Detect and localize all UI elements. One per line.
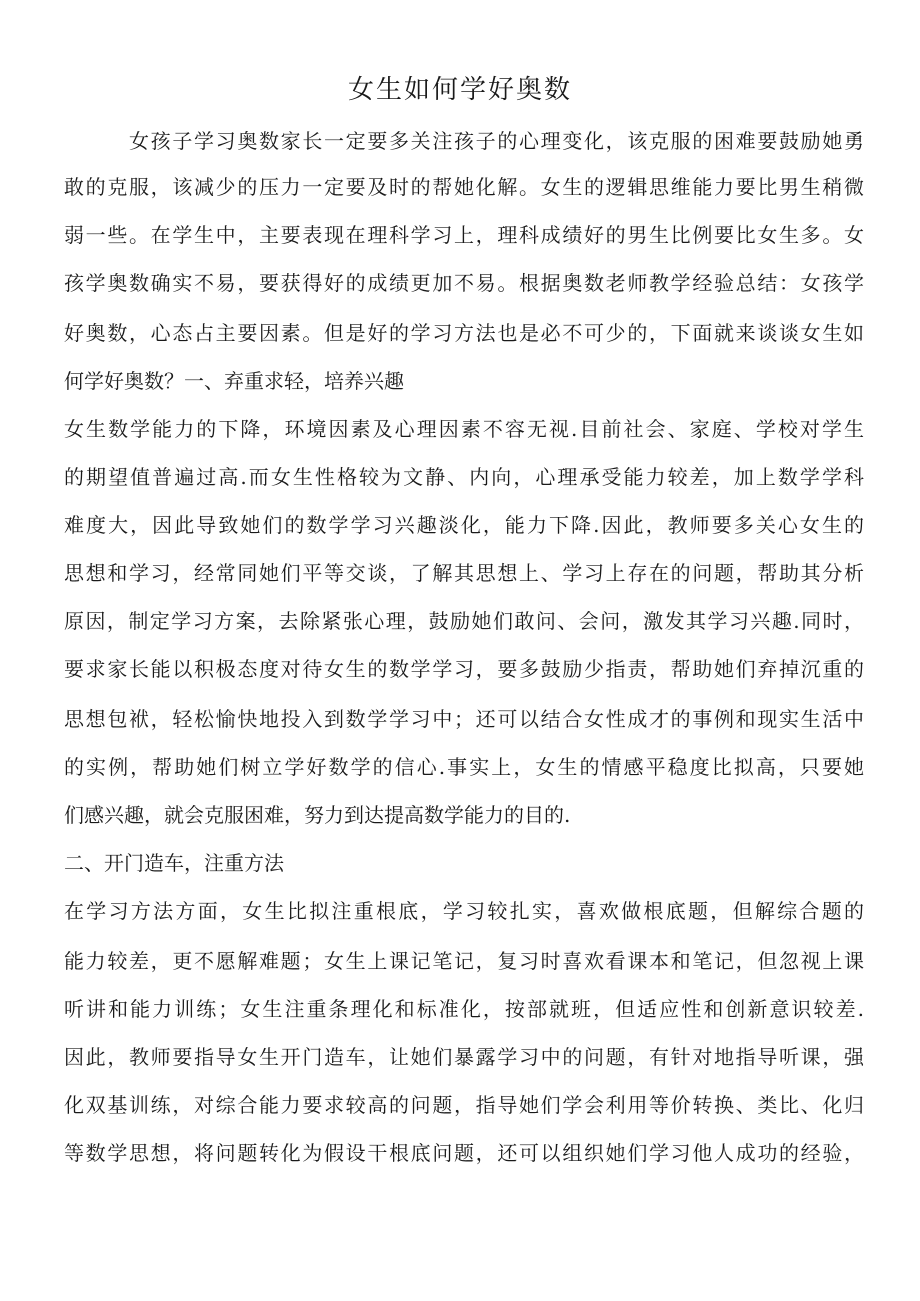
- text-line: 敢的克服，该减少的压力一定要及时的帮她化解。女生的逻辑思维能力要比男生稍微: [64, 175, 864, 199]
- text-line: 等数学思想，将问题转化为假设干根底问题，还可以组织她们学习他人成功的经验，: [64, 1141, 864, 1165]
- text-line: 何学好奥数？一、弃重求轻，培养兴趣: [64, 369, 404, 393]
- text-line: 听讲和能力训练；女生注重条理化和标准化，按部就班，但适应性和创新意识较差.: [64, 997, 864, 1021]
- text-line: 好奥数，心态占主要因素。但是好的学习方法也是必不可少的，下面就来谈谈女生如: [64, 321, 864, 345]
- text-line: 化双基训练，对综合能力要求较高的问题，指导她们学会利用等价转换、类比、化归: [64, 1093, 864, 1117]
- section-heading: 二、开门造车，注重方法: [64, 851, 284, 875]
- document-title: 女生如何学好奥数: [347, 75, 572, 105]
- text-line: 思想包袱，轻松愉快地投入到数学学习中；还可以结合女性成才的事例和现实生活中: [64, 707, 864, 731]
- text-line: 的期望值普遍过高.而女生性格较为文静、内向，心理承受能力较差，加上数学学科: [64, 465, 864, 489]
- text-line: 难度大，因此导致她们的数学学习兴趣淡化，能力下降.因此，教师要多关心女生的: [64, 513, 864, 537]
- text-line: 女生数学能力的下降，环境因素及心理因素不容无视.目前社会、家庭、学校对学生: [64, 417, 864, 441]
- text-line: 弱一些。在学生中，主要表现在理科学习上，理科成绩好的男生比例要比女生多。女: [64, 223, 864, 247]
- text-line: 的实例，帮助她们树立学好数学的信心.事实上，女生的情感平稳度比拟高，只要她: [64, 755, 864, 779]
- text-line: 因此，教师要指导女生开门造车，让她们暴露学习中的问题，有针对地指导听课，强: [64, 1045, 864, 1069]
- text-line: 要求家长能以积极态度对待女生的数学学习，要多鼓励少指责，帮助她们弃掉沉重的: [64, 657, 864, 681]
- text-line: 们感兴趣，就会克服困难，努力到达提高数学能力的目的.: [64, 803, 571, 827]
- text-line: 原因，制定学习方案，去除紧张心理，鼓励她们敢问、会问，激发其学习兴趣.同时，: [64, 609, 864, 633]
- text-line: 能力较差，更不愿解难题；女生上课记笔记，复习时喜欢看课本和笔记，但忽视上课: [64, 949, 864, 973]
- text-line: 女孩子学习奥数家长一定要多关注孩子的心理变化，该克服的困难要鼓励她勇: [64, 129, 864, 153]
- text-line: 孩学奥数确实不易，要获得好的成绩更加不易。根据奥数老师教学经验总结：女孩学: [64, 271, 864, 295]
- text-line: 在学习方法方面，女生比拟注重根底，学习较扎实，喜欢做根底题，但解综合题的: [64, 899, 864, 923]
- text-line: 思想和学习，经常同她们平等交谈，了解其思想上、学习上存在的问题，帮助其分析: [64, 561, 864, 585]
